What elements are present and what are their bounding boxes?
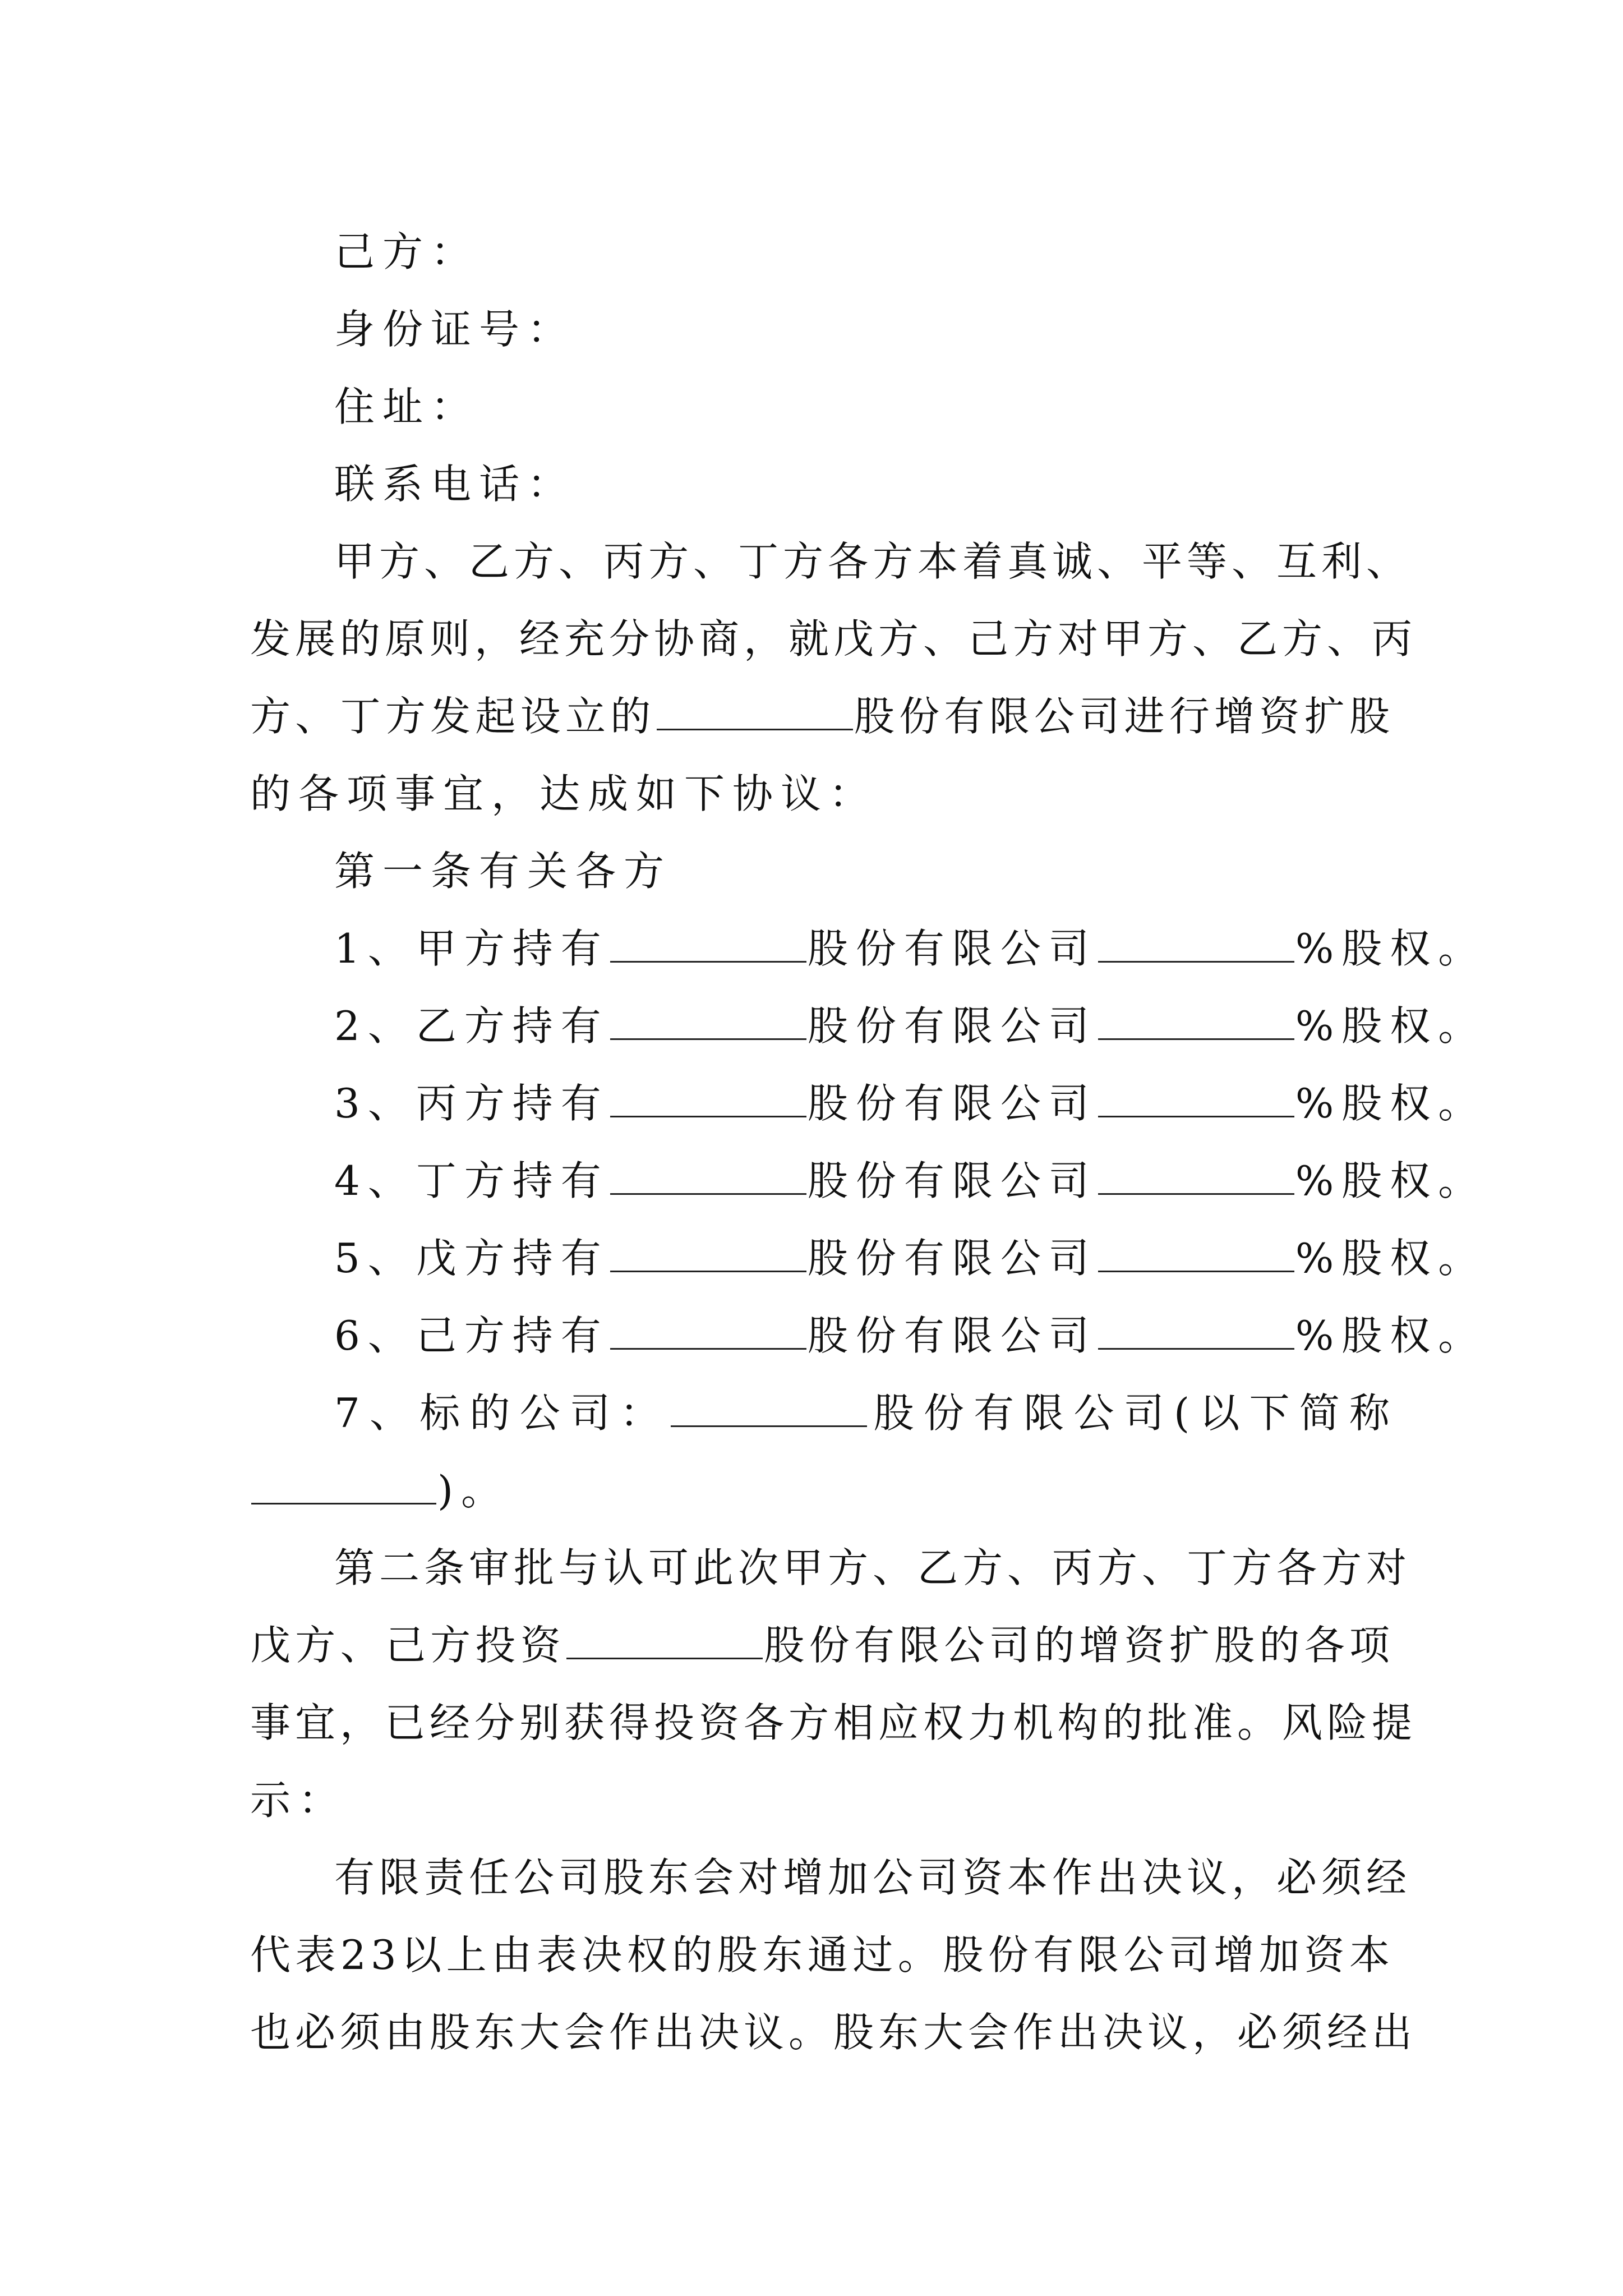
party-ji-field: 己方： [334,228,479,275]
percent-blank [1098,1079,1294,1117]
target-company-text: 股份有限公司(以下简称 [868,1389,1394,1437]
intro-line-3-text-a: 方、丁方发起设立的 [250,693,656,740]
shareholding-item-1 [250,910,1487,987]
intro-line-2: 发展的原则，经充分协商，就戊方、己方对甲方、乙方、丙 [250,615,1417,662]
shareholding-item-3 [250,1065,1487,1142]
shareholding-item-6 [250,1297,1487,1374]
shareholding-item-2 [250,987,1487,1065]
item-middle: 股份有限公司 [807,1157,1097,1204]
item-suffix: %股权。 [1295,1312,1487,1359]
intro-line-1: 甲方、乙方、丙方、丁方各方本着真诚、平等、互利、 [334,538,1412,585]
shareholding-item-5 [250,1220,1487,1297]
article-2-text-b: 股份有限公司的增资扩股的各项 [764,1622,1394,1669]
item-middle: 股份有限公司 [807,1235,1097,1282]
company-blank [610,924,806,963]
article-2-line-2 [250,1607,1394,1684]
item-suffix: %股权。 [1295,1235,1487,1282]
short-name-blank [251,1466,436,1504]
item-suffix: %股权。 [1295,925,1487,972]
article-2-line-4: 示： [250,1777,347,1824]
risk-line-1: 有限责任公司股东会对增加公司资本作出决议，必须经 [334,1854,1412,1901]
company-blank [610,1079,806,1117]
target-company-line [250,1374,1394,1452]
intro-line-4: 的各项事宜，达成如下协议： [250,770,878,817]
item-prefix: 4、丁方持有 [334,1157,609,1204]
item-prefix: 2、乙方持有 [334,1002,609,1050]
percent-blank [1098,924,1294,963]
item-prefix: 6、己方持有 [334,1312,609,1359]
id-number-field: 身份证号： [334,306,576,353]
item-prefix: 5、戊方持有 [334,1235,609,1282]
item-suffix: %股权。 [1295,1080,1487,1127]
percent-blank [1098,1234,1294,1272]
item-middle: 股份有限公司 [807,1080,1097,1127]
company-blank [610,1311,806,1350]
company-blank [610,1234,806,1272]
investment-company-blank [566,1621,763,1659]
item-middle: 股份有限公司 [807,1312,1097,1359]
item-middle: 股份有限公司 [807,925,1097,972]
company-blank [610,1001,806,1040]
item-middle: 股份有限公司 [807,1002,1097,1050]
intro-line-3 [250,678,1394,755]
shareholding-item-4 [250,1142,1487,1220]
target-company-label: 7、标的公司： [334,1389,670,1437]
target-company-blank [671,1388,867,1427]
short-name-line [250,1452,1394,1529]
article-2-text-a: 戊方、己方投资 [250,1622,565,1669]
company-blank [610,1156,806,1195]
article-1-title: 第一条有关各方 [334,848,672,895]
percent-blank [1098,1001,1294,1040]
risk-line-3: 也必须由股东大会作出决议。股东大会作出决议，必须经出 [250,2009,1417,2056]
item-suffix: %股权。 [1295,1002,1487,1050]
address-field: 住址： [334,383,479,430]
item-prefix: 1、甲方持有 [334,925,609,972]
item-prefix: 3、丙方持有 [334,1080,609,1127]
item-suffix: %股权。 [1295,1157,1487,1204]
intro-line-3-text-b: 股份有限公司进行增资扩股 [854,693,1394,740]
risk-line-2: 代表23以上由表决权的股东通过。股份有限公司增加资本 [250,1931,1394,1978]
short-name-close: )。 [437,1467,510,1514]
company-name-blank [657,692,853,730]
article-2-line-1: 第二条审批与认可此次甲方、乙方、丙方、丁方各方对 [334,1544,1412,1591]
article-2-line-3: 事宜，已经分别获得投资各方相应权力机构的批准。风险提 [250,1699,1417,1746]
phone-field: 联系电话： [334,461,576,508]
document-body [250,213,1487,2071]
percent-blank [1098,1156,1294,1195]
percent-blank [1098,1311,1294,1350]
